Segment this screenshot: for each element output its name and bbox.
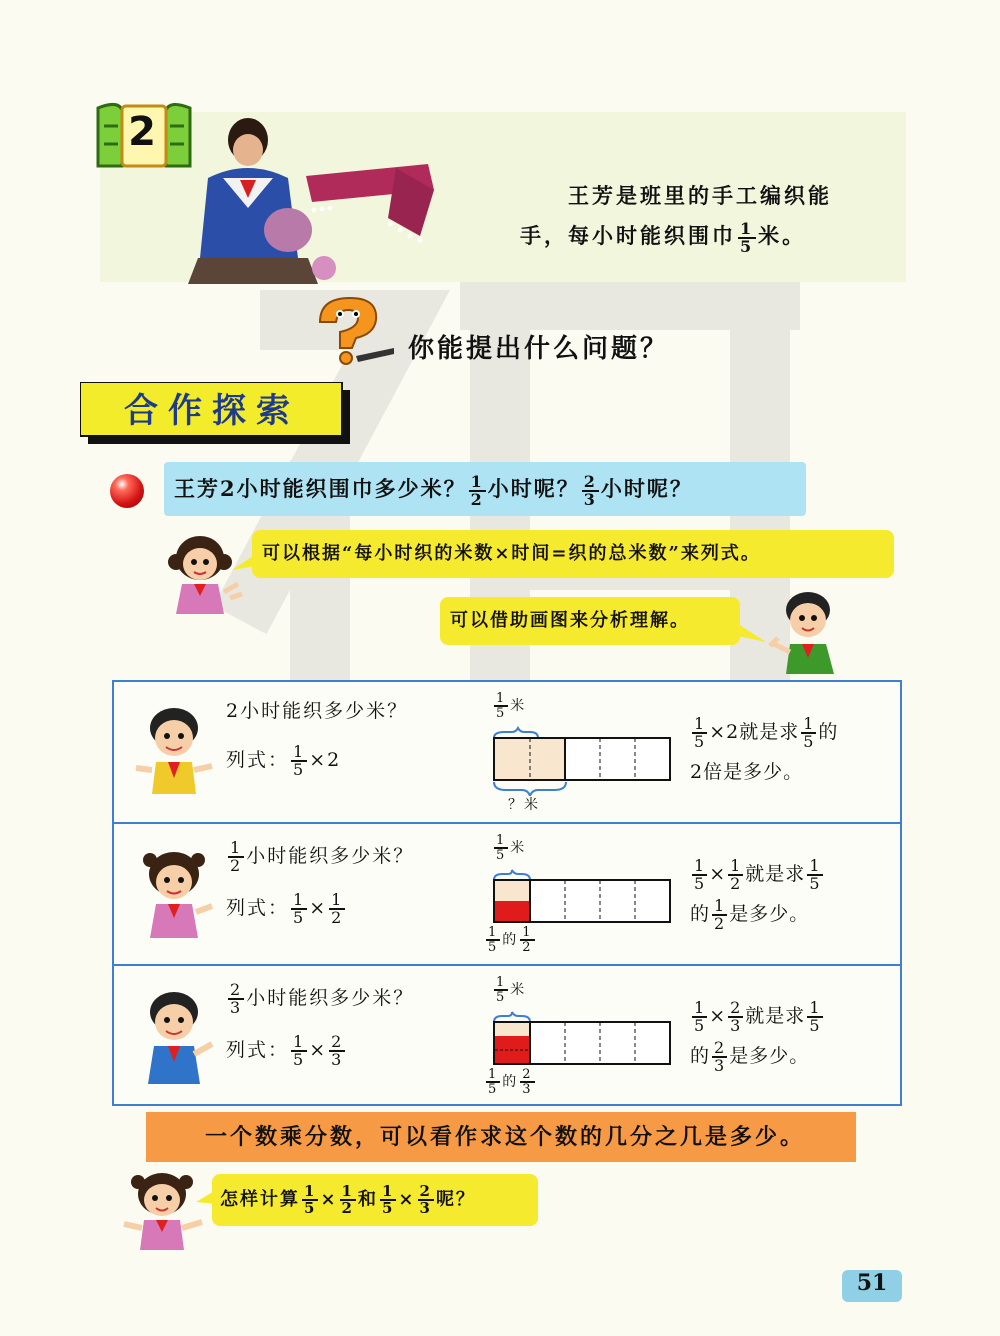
question-mark-icon bbox=[306, 296, 396, 366]
row3-top-label: $\frac{1}{5}$ 米 bbox=[496, 975, 527, 1005]
girl-avatar bbox=[130, 848, 216, 938]
boy-avatar bbox=[130, 704, 216, 794]
row3-bar-diagram bbox=[490, 1010, 674, 1066]
conclusion-text: 一个数乘分数，可以看作求这个数的几分之几是多少。 bbox=[204, 1124, 805, 1150]
section-title: 合作探索 bbox=[124, 391, 300, 431]
row2-bottom-label: $\frac{1}{5}$ 的 $\frac{1}{2}$ bbox=[488, 925, 533, 955]
row2-bar-diagram bbox=[490, 868, 674, 924]
row3-bottom-label: $\frac{1}{5}$ 的 $\frac{2}{3}$ bbox=[488, 1067, 533, 1097]
bubble-tail bbox=[232, 554, 256, 574]
intro-line2-before: 手，每小时能织围巾 bbox=[520, 223, 736, 248]
example-table bbox=[112, 680, 902, 1106]
intro-text bbox=[520, 176, 880, 256]
rate-fraction: $\frac{1}{5}$ bbox=[740, 218, 755, 256]
row3-formula: 列式： $\frac{1}{5}$ × $\frac{2}{3}$ bbox=[226, 1032, 344, 1069]
row2-explanation: $\frac{1}{5}$ × $\frac{1}{2}$ 就是求 $\frac{1}{5}$ 的 $\frac{1}{2}$ 是多少。 bbox=[690, 856, 821, 933]
row1-explanation: $\frac{1}{5}$ ×2就是求 $\frac{1}{5}$ 的 2倍是多少。 bbox=[690, 714, 839, 783]
intro-line2-after: 米。 bbox=[758, 223, 807, 248]
bubble-tail bbox=[738, 624, 766, 644]
question-banner-text: 王芳2小时能织围巾多少米？ $\frac{1}{2}$ 小时呢？ $\frac{2}{3}$ 小时呢？ bbox=[174, 471, 693, 509]
speech-bubble-formula: 可以根据“每小时织的米数×时间=织的总米数”来列式。 bbox=[252, 530, 894, 578]
row3-explanation: $\frac{1}{5}$ × $\frac{2}{3}$ 就是求 $\frac{1}{5}$ 的 $\frac{2}{3}$ 是多少。 bbox=[690, 998, 821, 1075]
intro-line1: 王芳是班里的手工编织能 bbox=[568, 183, 832, 208]
speech-bubble-calculate: 怎样计算 $\frac{1}{5}$ × $\frac{1}{2}$ 和 $\frac{1}{5}$ × $\frac{2}{3}$ 呢？ bbox=[212, 1174, 538, 1226]
girl-avatar bbox=[116, 1170, 208, 1250]
example-number: 2 bbox=[128, 109, 156, 155]
row2-question: $\frac{1}{2}$ 小时能织多少米？ bbox=[230, 838, 415, 875]
boy-avatar bbox=[130, 988, 216, 1084]
row3-question: $\frac{2}{3}$ 小时能织多少米？ bbox=[230, 980, 415, 1017]
row1-top-label: $\frac{1}{5}$ 米 bbox=[496, 691, 527, 721]
bubble-tail bbox=[196, 1190, 216, 1208]
row-divider bbox=[114, 822, 900, 824]
row1-bar-diagram bbox=[490, 726, 674, 782]
row1-bottom-label: ？米 bbox=[508, 797, 540, 813]
row2-formula: 列式： $\frac{1}{5}$ × $\frac{1}{2}$ bbox=[226, 890, 344, 927]
page-number: 51 bbox=[856, 1270, 888, 1296]
boy-avatar bbox=[764, 588, 844, 674]
row1-question: 2小时能织多少米？ bbox=[226, 700, 409, 722]
two-thirds-fraction: $\frac{2}{3}$ bbox=[583, 471, 597, 509]
question-prompt: 你能提出什么问题？ bbox=[408, 334, 670, 364]
knitting-girl-photo bbox=[188, 118, 442, 284]
half-fraction: $\frac{1}{2}$ bbox=[470, 471, 484, 509]
row2-top-label: $\frac{1}{5}$ 米 bbox=[496, 833, 527, 863]
speech-bubble-diagram: 可以借助画图来分析理解。 bbox=[440, 597, 740, 645]
row-divider bbox=[114, 964, 900, 966]
row1-formula: 列式： $\frac{1}{5}$ ×2 bbox=[226, 742, 342, 779]
bullet-ball-icon bbox=[110, 474, 144, 508]
